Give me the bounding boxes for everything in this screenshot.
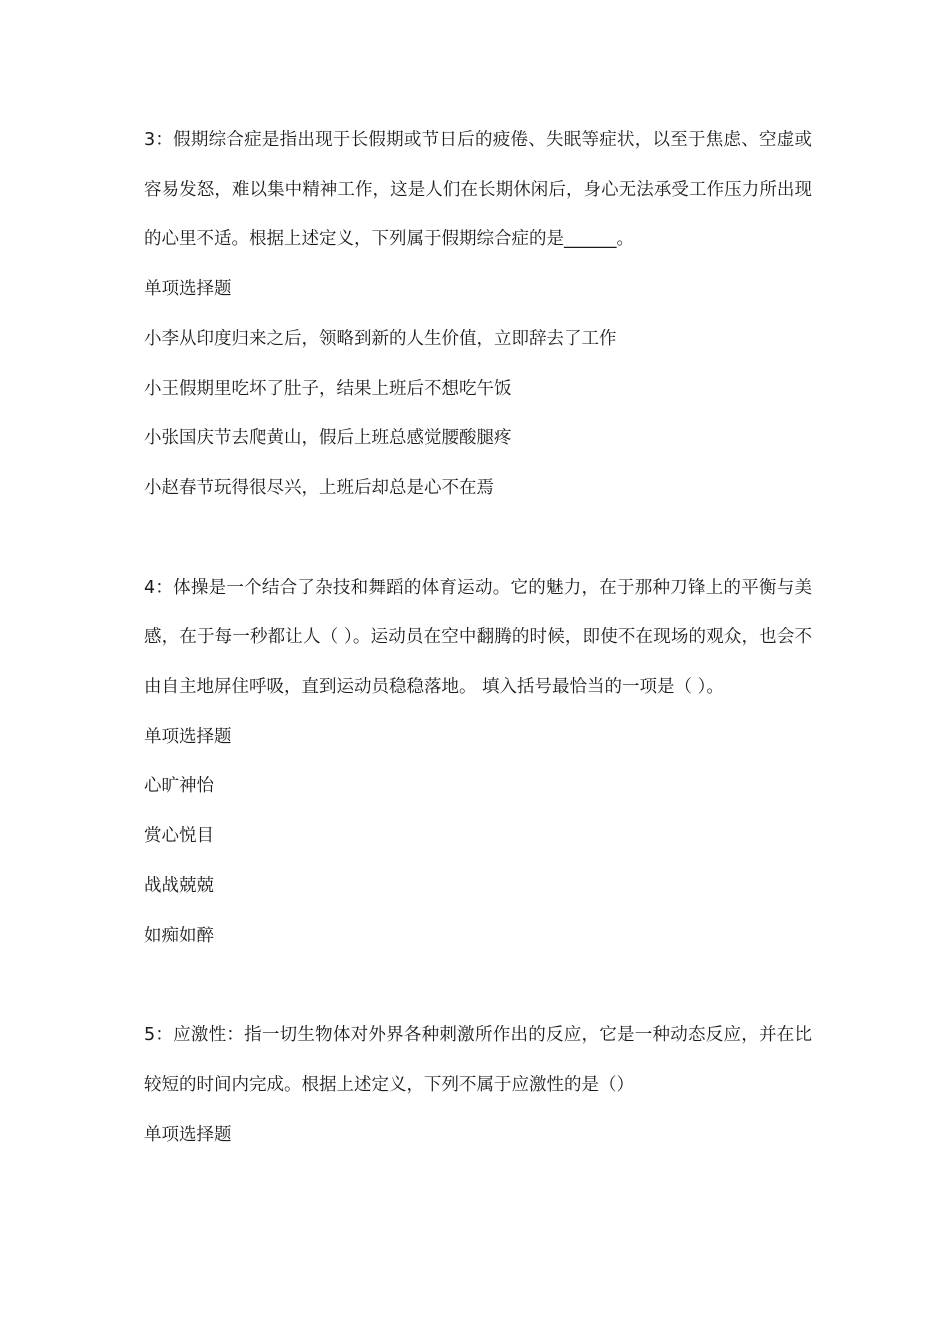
option-item: 如痴如醉 bbox=[144, 925, 214, 946]
option-item: 战战兢兢 bbox=[144, 875, 214, 896]
question-type: 单项选择题 bbox=[144, 279, 232, 300]
option-item: 小王假期里吃坏了肚子，结果上班后不想吃午饭 bbox=[144, 378, 512, 399]
option-item: 赏心悦目 bbox=[144, 826, 214, 847]
question-4 bbox=[144, 564, 812, 962]
option-item: 心旷神怡 bbox=[144, 776, 214, 797]
question-spacer bbox=[144, 514, 812, 564]
question-5 bbox=[144, 1011, 812, 1160]
question-stem: 5：应激性：指一切生物体对外界各种刺激所作出的反应，它是一种动态反应，并在比较短的时间内完成。根据上述定义，下列不属于应激性的是（） bbox=[144, 1025, 812, 1095]
question-type: 单项选择题 bbox=[144, 726, 232, 747]
question-type: 单项选择题 bbox=[144, 1124, 232, 1145]
question-stem: 3：假期综合症是指出现于长假期或节日后的疲倦、失眠等症状，以至于焦虑、空虚或容易发怒，难以集中精神工作，这是人们在长期休闲后，身心无法承受工作压力所出现的心里不适。根据上述定义，下列属于假期综合症的是______。 bbox=[144, 130, 812, 250]
document-page bbox=[144, 116, 812, 1160]
option-item: 小赵春节玩得很尽兴，上班后却总是心不在焉 bbox=[144, 477, 494, 498]
question-spacer bbox=[144, 961, 812, 1011]
question-stem: 4：体操是一个结合了杂技和舞蹈的体育运动。它的魅力，在于那种刀锋上的平衡与美感，在于每一秒都让人（ ）。运动员在空中翻腾的时候，即使不在现场的观众，也会不由自主地屏住呼吸，直到运动员稳稳落地。 填入括号最恰当的一项是（ ）。 bbox=[144, 577, 812, 698]
option-item: 小张国庆节去爬黄山，假后上班总感觉腰酸腿疼 bbox=[144, 428, 512, 449]
option-item: 小李从印度归来之后，领略到新的人生价值，立即辞去了工作 bbox=[144, 328, 617, 349]
question-3 bbox=[144, 116, 812, 514]
